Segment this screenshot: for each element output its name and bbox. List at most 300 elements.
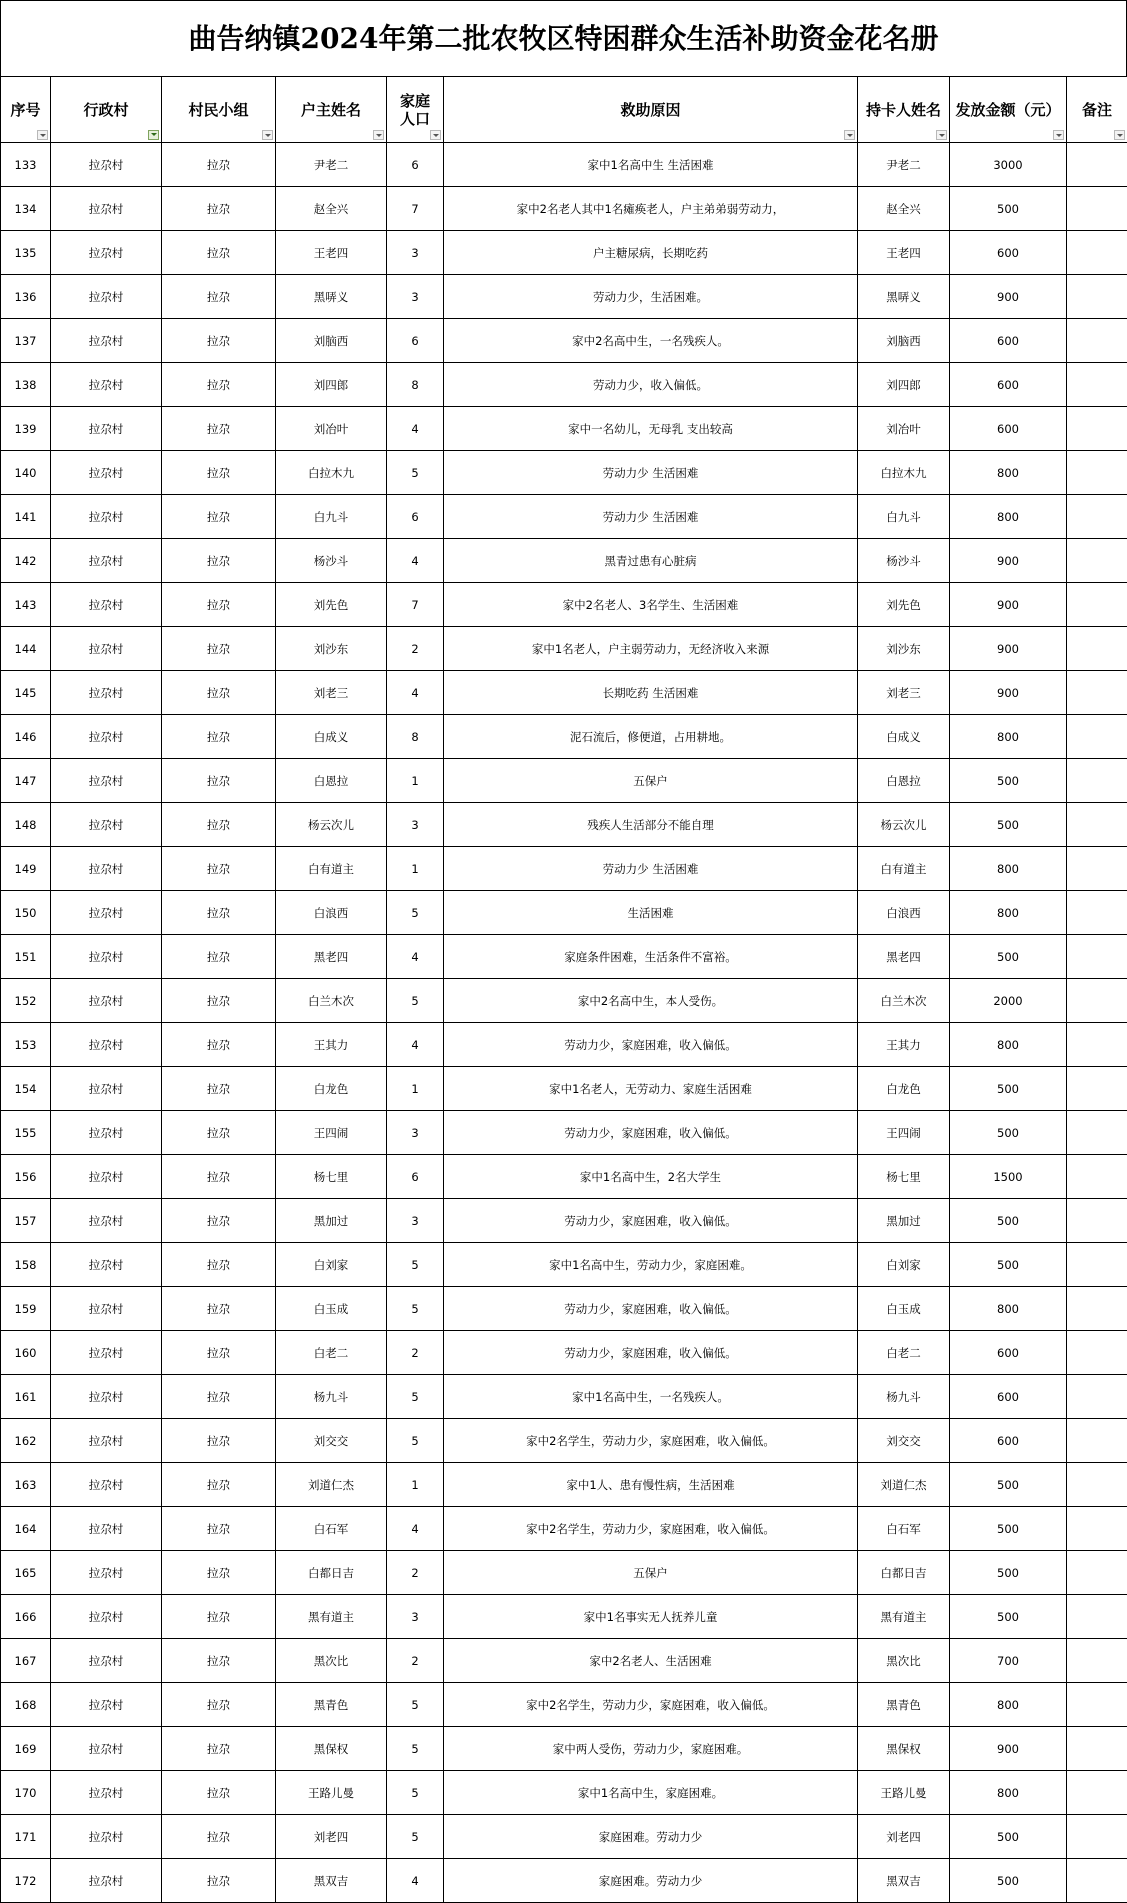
cell-family-size[interactable]: 5	[387, 1727, 444, 1771]
cell-amount[interactable]: 900	[950, 627, 1067, 671]
cell-cardholder[interactable]: 刘交交	[858, 1419, 950, 1463]
cell-remark[interactable]	[1067, 319, 1127, 363]
cell-family-size[interactable]: 6	[387, 319, 444, 363]
cell-cardholder[interactable]: 赵全兴	[858, 187, 950, 231]
cell-remark[interactable]	[1067, 1815, 1127, 1859]
cell-householder[interactable]: 王路儿曼	[276, 1771, 387, 1815]
cell-family-size[interactable]: 4	[387, 539, 444, 583]
cell-amount[interactable]: 500	[950, 1243, 1067, 1287]
cell-family-size[interactable]: 1	[387, 847, 444, 891]
cell-remark[interactable]	[1067, 1463, 1127, 1507]
cell-index[interactable]: 134	[1, 187, 51, 231]
cell-cardholder[interactable]: 白龙色	[858, 1067, 950, 1111]
cell-cardholder[interactable]: 刘沙东	[858, 627, 950, 671]
cell-householder[interactable]: 白恩拉	[276, 759, 387, 803]
cell-group[interactable]: 拉尕	[162, 583, 276, 627]
filter-active-icon[interactable]	[148, 130, 159, 140]
cell-village[interactable]: 拉尕村	[51, 1375, 162, 1419]
cell-remark[interactable]	[1067, 1243, 1127, 1287]
cell-group[interactable]: 拉尕	[162, 1771, 276, 1815]
cell-cardholder[interactable]: 刘先色	[858, 583, 950, 627]
cell-reason[interactable]: 家中两人受伤，劳动力少，家庭困难。	[444, 1727, 858, 1771]
cell-remark[interactable]	[1067, 803, 1127, 847]
cell-index[interactable]: 133	[1, 143, 51, 187]
cell-amount[interactable]: 700	[950, 1639, 1067, 1683]
cell-remark[interactable]	[1067, 1067, 1127, 1111]
cell-reason[interactable]: 家中一名幼儿，无母乳 支出较高	[444, 407, 858, 451]
cell-remark[interactable]	[1067, 759, 1127, 803]
cell-family-size[interactable]: 1	[387, 1463, 444, 1507]
cell-village[interactable]: 拉尕村	[51, 1551, 162, 1595]
cell-village[interactable]: 拉尕村	[51, 847, 162, 891]
cell-householder[interactable]: 刘四郎	[276, 363, 387, 407]
cell-reason[interactable]: 家中2名学生，劳动力少，家庭困难，收入偏低。	[444, 1419, 858, 1463]
cell-householder[interactable]: 刘老四	[276, 1815, 387, 1859]
cell-householder[interactable]: 黑哢义	[276, 275, 387, 319]
cell-group[interactable]: 拉尕	[162, 1375, 276, 1419]
cell-village[interactable]: 拉尕村	[51, 891, 162, 935]
cell-reason[interactable]: 家中2名老人其中1名瘫痪老人，户主弟弟弱劳动力，	[444, 187, 858, 231]
cell-cardholder[interactable]: 白有道主	[858, 847, 950, 891]
cell-remark[interactable]	[1067, 1683, 1127, 1727]
cell-family-size[interactable]: 5	[387, 1243, 444, 1287]
cell-family-size[interactable]: 5	[387, 1683, 444, 1727]
filter-dropdown-icon[interactable]	[37, 130, 48, 140]
cell-amount[interactable]: 900	[950, 671, 1067, 715]
cell-reason[interactable]: 家中2名学生，劳动力少，家庭困难，收入偏低。	[444, 1683, 858, 1727]
cell-village[interactable]: 拉尕村	[51, 1859, 162, 1903]
cell-index[interactable]: 142	[1, 539, 51, 583]
cell-amount[interactable]: 500	[950, 1507, 1067, 1551]
cell-village[interactable]: 拉尕村	[51, 1815, 162, 1859]
cell-group[interactable]: 拉尕	[162, 759, 276, 803]
cell-cardholder[interactable]: 杨云次儿	[858, 803, 950, 847]
cell-index[interactable]: 154	[1, 1067, 51, 1111]
cell-householder[interactable]: 刘冶叶	[276, 407, 387, 451]
cell-family-size[interactable]: 5	[387, 979, 444, 1023]
cell-group[interactable]: 拉尕	[162, 187, 276, 231]
cell-group[interactable]: 拉尕	[162, 319, 276, 363]
cell-remark[interactable]	[1067, 1639, 1127, 1683]
cell-group[interactable]: 拉尕	[162, 1859, 276, 1903]
cell-householder[interactable]: 白浪西	[276, 891, 387, 935]
cell-reason[interactable]: 家中1名高中生，劳动力少，家庭困难。	[444, 1243, 858, 1287]
cell-remark[interactable]	[1067, 1155, 1127, 1199]
cell-amount[interactable]: 500	[950, 803, 1067, 847]
cell-group[interactable]: 拉尕	[162, 1199, 276, 1243]
cell-index[interactable]: 141	[1, 495, 51, 539]
cell-village[interactable]: 拉尕村	[51, 1243, 162, 1287]
cell-amount[interactable]: 800	[950, 1683, 1067, 1727]
cell-cardholder[interactable]: 白浪西	[858, 891, 950, 935]
cell-amount[interactable]: 800	[950, 891, 1067, 935]
cell-reason[interactable]: 劳动力少 生活困难	[444, 451, 858, 495]
cell-village[interactable]: 拉尕村	[51, 495, 162, 539]
cell-index[interactable]: 151	[1, 935, 51, 979]
cell-group[interactable]: 拉尕	[162, 1419, 276, 1463]
cell-reason[interactable]: 五保户	[444, 759, 858, 803]
cell-village[interactable]: 拉尕村	[51, 1067, 162, 1111]
cell-village[interactable]: 拉尕村	[51, 1199, 162, 1243]
cell-remark[interactable]	[1067, 935, 1127, 979]
cell-group[interactable]: 拉尕	[162, 1067, 276, 1111]
cell-remark[interactable]	[1067, 627, 1127, 671]
cell-amount[interactable]: 500	[950, 1595, 1067, 1639]
cell-amount[interactable]: 900	[950, 1727, 1067, 1771]
cell-remark[interactable]	[1067, 1111, 1127, 1155]
cell-index[interactable]: 139	[1, 407, 51, 451]
filter-dropdown-icon[interactable]	[1114, 130, 1125, 140]
cell-reason[interactable]: 家中2名高中生，本人受伤。	[444, 979, 858, 1023]
cell-index[interactable]: 160	[1, 1331, 51, 1375]
cell-reason[interactable]: 家中1名老人，户主弱劳动力，无经济收入来源	[444, 627, 858, 671]
cell-cardholder[interactable]: 黑老四	[858, 935, 950, 979]
cell-cardholder[interactable]: 杨沙斗	[858, 539, 950, 583]
cell-village[interactable]: 拉尕村	[51, 1507, 162, 1551]
cell-family-size[interactable]: 3	[387, 275, 444, 319]
cell-group[interactable]: 拉尕	[162, 1815, 276, 1859]
cell-reason[interactable]: 家中1名高中生，家庭困难。	[444, 1771, 858, 1815]
cell-group[interactable]: 拉尕	[162, 143, 276, 187]
cell-amount[interactable]: 500	[950, 1551, 1067, 1595]
cell-amount[interactable]: 600	[950, 1375, 1067, 1419]
cell-reason[interactable]: 家中2名学生，劳动力少，家庭困难，收入偏低。	[444, 1507, 858, 1551]
cell-householder[interactable]: 黑次比	[276, 1639, 387, 1683]
cell-index[interactable]: 152	[1, 979, 51, 1023]
cell-remark[interactable]	[1067, 1771, 1127, 1815]
cell-cardholder[interactable]: 黑次比	[858, 1639, 950, 1683]
cell-reason[interactable]: 家中1人、患有慢性病，生活困难	[444, 1463, 858, 1507]
cell-amount[interactable]: 900	[950, 275, 1067, 319]
cell-village[interactable]: 拉尕村	[51, 539, 162, 583]
cell-village[interactable]: 拉尕村	[51, 935, 162, 979]
cell-remark[interactable]	[1067, 407, 1127, 451]
cell-index[interactable]: 140	[1, 451, 51, 495]
cell-cardholder[interactable]: 王老四	[858, 231, 950, 275]
cell-householder[interactable]: 白石军	[276, 1507, 387, 1551]
cell-householder[interactable]: 黑老四	[276, 935, 387, 979]
cell-family-size[interactable]: 6	[387, 495, 444, 539]
cell-cardholder[interactable]: 白石军	[858, 1507, 950, 1551]
filter-dropdown-icon[interactable]	[373, 130, 384, 140]
cell-reason[interactable]: 家庭条件困难，生活条件不富裕。	[444, 935, 858, 979]
cell-index[interactable]: 171	[1, 1815, 51, 1859]
cell-reason[interactable]: 家中1名高中生 生活困难	[444, 143, 858, 187]
cell-index[interactable]: 149	[1, 847, 51, 891]
cell-cardholder[interactable]: 黑双吉	[858, 1859, 950, 1903]
cell-group[interactable]: 拉尕	[162, 407, 276, 451]
cell-family-size[interactable]: 2	[387, 1639, 444, 1683]
cell-remark[interactable]	[1067, 1551, 1127, 1595]
cell-village[interactable]: 拉尕村	[51, 1287, 162, 1331]
cell-reason[interactable]: 劳动力少，收入偏低。	[444, 363, 858, 407]
cell-village[interactable]: 拉尕村	[51, 1771, 162, 1815]
cell-remark[interactable]	[1067, 363, 1127, 407]
cell-amount[interactable]: 600	[950, 231, 1067, 275]
cell-amount[interactable]: 600	[950, 407, 1067, 451]
cell-family-size[interactable]: 8	[387, 363, 444, 407]
cell-reason[interactable]: 家中2名老人、生活困难	[444, 1639, 858, 1683]
cell-family-size[interactable]: 4	[387, 935, 444, 979]
cell-family-size[interactable]: 5	[387, 1419, 444, 1463]
cell-cardholder[interactable]: 王路儿曼	[858, 1771, 950, 1815]
cell-index[interactable]: 155	[1, 1111, 51, 1155]
cell-family-size[interactable]: 4	[387, 407, 444, 451]
cell-village[interactable]: 拉尕村	[51, 715, 162, 759]
cell-cardholder[interactable]: 白拉木九	[858, 451, 950, 495]
cell-householder[interactable]: 黑有道主	[276, 1595, 387, 1639]
cell-cardholder[interactable]: 黑保权	[858, 1727, 950, 1771]
cell-householder[interactable]: 刘先色	[276, 583, 387, 627]
cell-index[interactable]: 162	[1, 1419, 51, 1463]
cell-amount[interactable]: 500	[950, 1199, 1067, 1243]
cell-householder[interactable]: 王四闹	[276, 1111, 387, 1155]
cell-index[interactable]: 172	[1, 1859, 51, 1903]
cell-amount[interactable]: 3000	[950, 143, 1067, 187]
cell-group[interactable]: 拉尕	[162, 1243, 276, 1287]
cell-remark[interactable]	[1067, 1375, 1127, 1419]
cell-village[interactable]: 拉尕村	[51, 275, 162, 319]
cell-index[interactable]: 166	[1, 1595, 51, 1639]
cell-village[interactable]: 拉尕村	[51, 803, 162, 847]
cell-amount[interactable]: 600	[950, 1419, 1067, 1463]
cell-group[interactable]: 拉尕	[162, 363, 276, 407]
cell-group[interactable]: 拉尕	[162, 1727, 276, 1771]
cell-index[interactable]: 159	[1, 1287, 51, 1331]
cell-index[interactable]: 145	[1, 671, 51, 715]
cell-index[interactable]: 153	[1, 1023, 51, 1067]
cell-cardholder[interactable]: 刘脑西	[858, 319, 950, 363]
cell-householder[interactable]: 王老四	[276, 231, 387, 275]
cell-village[interactable]: 拉尕村	[51, 979, 162, 1023]
cell-cardholder[interactable]: 黑有道主	[858, 1595, 950, 1639]
cell-householder[interactable]: 赵全兴	[276, 187, 387, 231]
cell-householder[interactable]: 杨云次儿	[276, 803, 387, 847]
cell-householder[interactable]: 杨七里	[276, 1155, 387, 1199]
cell-householder[interactable]: 白九斗	[276, 495, 387, 539]
cell-cardholder[interactable]: 王其力	[858, 1023, 950, 1067]
cell-remark[interactable]	[1067, 1507, 1127, 1551]
cell-family-size[interactable]: 4	[387, 1507, 444, 1551]
cell-householder[interactable]: 刘老三	[276, 671, 387, 715]
cell-family-size[interactable]: 3	[387, 231, 444, 275]
cell-family-size[interactable]: 2	[387, 627, 444, 671]
cell-amount[interactable]: 600	[950, 363, 1067, 407]
cell-reason[interactable]: 劳动力少，家庭困难，收入偏低。	[444, 1331, 858, 1375]
cell-village[interactable]: 拉尕村	[51, 627, 162, 671]
cell-amount[interactable]: 900	[950, 583, 1067, 627]
cell-reason[interactable]: 家中1名老人，无劳动力、家庭生活困难	[444, 1067, 858, 1111]
cell-group[interactable]: 拉尕	[162, 1331, 276, 1375]
cell-village[interactable]: 拉尕村	[51, 1727, 162, 1771]
cell-family-size[interactable]: 2	[387, 1551, 444, 1595]
cell-remark[interactable]	[1067, 1331, 1127, 1375]
cell-cardholder[interactable]: 白都日吉	[858, 1551, 950, 1595]
cell-cardholder[interactable]: 白玉成	[858, 1287, 950, 1331]
cell-reason[interactable]: 家中1名事实无人抚养儿童	[444, 1595, 858, 1639]
cell-group[interactable]: 拉尕	[162, 1463, 276, 1507]
cell-cardholder[interactable]: 黑青色	[858, 1683, 950, 1727]
cell-village[interactable]: 拉尕村	[51, 319, 162, 363]
cell-reason[interactable]: 泥石流后，修便道，占用耕地。	[444, 715, 858, 759]
cell-village[interactable]: 拉尕村	[51, 671, 162, 715]
cell-village[interactable]: 拉尕村	[51, 231, 162, 275]
cell-cardholder[interactable]: 刘道仁杰	[858, 1463, 950, 1507]
cell-village[interactable]: 拉尕村	[51, 407, 162, 451]
cell-reason[interactable]: 家中1名高中生，2名大学生	[444, 1155, 858, 1199]
cell-group[interactable]: 拉尕	[162, 627, 276, 671]
cell-remark[interactable]	[1067, 671, 1127, 715]
cell-reason[interactable]: 劳动力少，生活困难。	[444, 275, 858, 319]
cell-amount[interactable]: 500	[950, 759, 1067, 803]
cell-index[interactable]: 163	[1, 1463, 51, 1507]
cell-cardholder[interactable]: 黑哢义	[858, 275, 950, 319]
cell-index[interactable]: 148	[1, 803, 51, 847]
cell-reason[interactable]: 家庭困难。劳动力少	[444, 1859, 858, 1903]
cell-householder[interactable]: 白刘家	[276, 1243, 387, 1287]
cell-index[interactable]: 146	[1, 715, 51, 759]
cell-group[interactable]: 拉尕	[162, 803, 276, 847]
cell-family-size[interactable]: 5	[387, 451, 444, 495]
cell-group[interactable]: 拉尕	[162, 1639, 276, 1683]
cell-remark[interactable]	[1067, 583, 1127, 627]
cell-remark[interactable]	[1067, 275, 1127, 319]
cell-householder[interactable]: 杨沙斗	[276, 539, 387, 583]
cell-index[interactable]: 168	[1, 1683, 51, 1727]
filter-dropdown-icon[interactable]	[262, 130, 273, 140]
cell-amount[interactable]: 600	[950, 1331, 1067, 1375]
cell-remark[interactable]	[1067, 1859, 1127, 1903]
cell-reason[interactable]: 劳动力少，家庭困难，收入偏低。	[444, 1287, 858, 1331]
cell-village[interactable]: 拉尕村	[51, 1463, 162, 1507]
cell-remark[interactable]	[1067, 1287, 1127, 1331]
cell-cardholder[interactable]: 刘冶叶	[858, 407, 950, 451]
cell-cardholder[interactable]: 黑加过	[858, 1199, 950, 1243]
cell-family-size[interactable]: 3	[387, 1199, 444, 1243]
cell-remark[interactable]	[1067, 979, 1127, 1023]
cell-amount[interactable]: 500	[950, 1815, 1067, 1859]
cell-householder[interactable]: 白兰木次	[276, 979, 387, 1023]
cell-village[interactable]: 拉尕村	[51, 1331, 162, 1375]
cell-householder[interactable]: 黑青色	[276, 1683, 387, 1727]
cell-remark[interactable]	[1067, 143, 1127, 187]
cell-remark[interactable]	[1067, 847, 1127, 891]
cell-reason[interactable]: 劳动力少，家庭困难，收入偏低。	[444, 1111, 858, 1155]
cell-cardholder[interactable]: 白兰木次	[858, 979, 950, 1023]
cell-village[interactable]: 拉尕村	[51, 1155, 162, 1199]
cell-amount[interactable]: 800	[950, 1771, 1067, 1815]
cell-family-size[interactable]: 4	[387, 1859, 444, 1903]
cell-family-size[interactable]: 5	[387, 1815, 444, 1859]
cell-index[interactable]: 137	[1, 319, 51, 363]
cell-amount[interactable]: 1500	[950, 1155, 1067, 1199]
cell-remark[interactable]	[1067, 1199, 1127, 1243]
cell-group[interactable]: 拉尕	[162, 1507, 276, 1551]
cell-group[interactable]: 拉尕	[162, 847, 276, 891]
cell-village[interactable]: 拉尕村	[51, 759, 162, 803]
cell-householder[interactable]: 白老二	[276, 1331, 387, 1375]
cell-remark[interactable]	[1067, 451, 1127, 495]
cell-remark[interactable]	[1067, 539, 1127, 583]
cell-village[interactable]: 拉尕村	[51, 1419, 162, 1463]
filter-dropdown-icon[interactable]	[1053, 130, 1064, 140]
cell-householder[interactable]: 黑双吉	[276, 1859, 387, 1903]
cell-index[interactable]: 158	[1, 1243, 51, 1287]
cell-amount[interactable]: 800	[950, 715, 1067, 759]
cell-amount[interactable]: 800	[950, 451, 1067, 495]
cell-group[interactable]: 拉尕	[162, 231, 276, 275]
filter-dropdown-icon[interactable]	[844, 130, 855, 140]
cell-group[interactable]: 拉尕	[162, 1551, 276, 1595]
cell-householder[interactable]: 白都日吉	[276, 1551, 387, 1595]
cell-group[interactable]: 拉尕	[162, 671, 276, 715]
cell-cardholder[interactable]: 白九斗	[858, 495, 950, 539]
cell-village[interactable]: 拉尕村	[51, 583, 162, 627]
cell-remark[interactable]	[1067, 1595, 1127, 1639]
cell-index[interactable]: 167	[1, 1639, 51, 1683]
cell-reason[interactable]: 户主糖尿病，长期吃药	[444, 231, 858, 275]
cell-cardholder[interactable]: 刘老四	[858, 1815, 950, 1859]
cell-cardholder[interactable]: 杨七里	[858, 1155, 950, 1199]
cell-group[interactable]: 拉尕	[162, 1111, 276, 1155]
cell-amount[interactable]: 500	[950, 935, 1067, 979]
cell-cardholder[interactable]: 尹老二	[858, 143, 950, 187]
cell-householder[interactable]: 白拉木九	[276, 451, 387, 495]
cell-family-size[interactable]: 2	[387, 1331, 444, 1375]
cell-village[interactable]: 拉尕村	[51, 1683, 162, 1727]
cell-cardholder[interactable]: 刘老三	[858, 671, 950, 715]
cell-reason[interactable]: 家庭困难。劳动力少	[444, 1815, 858, 1859]
cell-family-size[interactable]: 8	[387, 715, 444, 759]
cell-householder[interactable]: 黑保权	[276, 1727, 387, 1771]
cell-family-size[interactable]: 3	[387, 1111, 444, 1155]
cell-householder[interactable]: 尹老二	[276, 143, 387, 187]
cell-cardholder[interactable]: 王四闹	[858, 1111, 950, 1155]
cell-householder[interactable]: 刘道仁杰	[276, 1463, 387, 1507]
cell-family-size[interactable]: 6	[387, 1155, 444, 1199]
cell-village[interactable]: 拉尕村	[51, 1023, 162, 1067]
cell-group[interactable]: 拉尕	[162, 1287, 276, 1331]
cell-family-size[interactable]: 5	[387, 1287, 444, 1331]
cell-index[interactable]: 156	[1, 1155, 51, 1199]
cell-householder[interactable]: 白玉成	[276, 1287, 387, 1331]
cell-householder[interactable]: 刘交交	[276, 1419, 387, 1463]
cell-householder[interactable]: 黑加过	[276, 1199, 387, 1243]
cell-amount[interactable]: 500	[950, 187, 1067, 231]
cell-index[interactable]: 157	[1, 1199, 51, 1243]
cell-family-size[interactable]: 1	[387, 1067, 444, 1111]
cell-village[interactable]: 拉尕村	[51, 451, 162, 495]
cell-family-size[interactable]: 5	[387, 891, 444, 935]
cell-group[interactable]: 拉尕	[162, 495, 276, 539]
cell-village[interactable]: 拉尕村	[51, 1111, 162, 1155]
cell-family-size[interactable]: 7	[387, 583, 444, 627]
cell-group[interactable]: 拉尕	[162, 935, 276, 979]
cell-cardholder[interactable]: 白刘家	[858, 1243, 950, 1287]
cell-village[interactable]: 拉尕村	[51, 363, 162, 407]
cell-remark[interactable]	[1067, 1727, 1127, 1771]
cell-amount[interactable]: 500	[950, 1067, 1067, 1111]
cell-remark[interactable]	[1067, 495, 1127, 539]
cell-family-size[interactable]: 4	[387, 1023, 444, 1067]
cell-group[interactable]: 拉尕	[162, 275, 276, 319]
cell-index[interactable]: 136	[1, 275, 51, 319]
cell-index[interactable]: 143	[1, 583, 51, 627]
cell-group[interactable]: 拉尕	[162, 891, 276, 935]
cell-householder[interactable]: 刘沙东	[276, 627, 387, 671]
cell-index[interactable]: 165	[1, 1551, 51, 1595]
cell-group[interactable]: 拉尕	[162, 715, 276, 759]
